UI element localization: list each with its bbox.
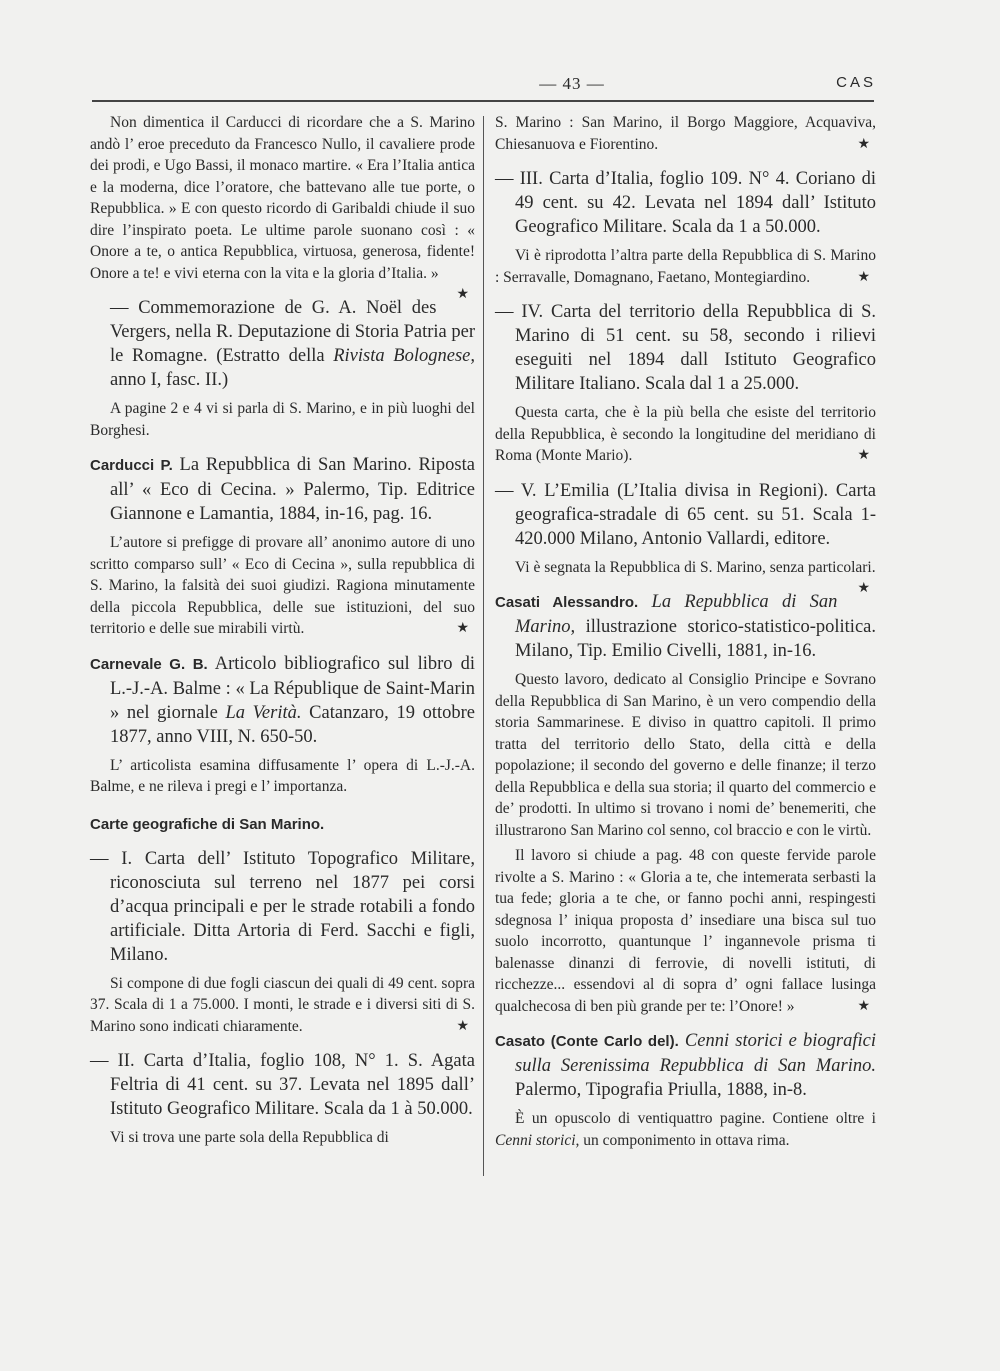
entry-note: Questa carta, che è la più bella che esiste del territorio della Repubblica, è secondo la longitudine del meridiano di Roma (Monte Mario). ★ xyxy=(495,402,876,467)
section-heading: Carte geografiche di San Marino. xyxy=(90,815,325,833)
page-header xyxy=(92,70,874,102)
star-icon: ★ xyxy=(456,287,469,302)
column-divider xyxy=(483,116,484,1176)
entry-author: Carnevale G. B. xyxy=(90,655,208,673)
entry-note: L’autore si prefigge di provare all’ anonimo autore di uno scritto comparso sull’ « Eco di Cecina », sulla repubblica di S. Marino, la falsità dei suoi giudizi. Ragiona minutamente della piccola Repubblica, delle sue istituzioni, del suo territorio e delle sue mirabili virtù. ★ xyxy=(90,532,475,640)
page-number: — 43 — xyxy=(539,74,605,93)
entry-note: A pagine 2 e 4 vi si parla di S. Marino, e in più luoghi del Borghesi. xyxy=(90,400,475,439)
carducci-note: Non dimentica il Carducci di ricordare che a S. Marino andò l’ eroe preceduto da Francesco Nullo, il cavaliere prode dei prodi, e Ugo Bassi, il monaco martire. « Era l’Italia antica e la moderna, dice l’oratore, che battevano alle tue porte, o Repubblica. » E con questo ricordo di Garibaldi chiude il suo dire l’inspirato poeta. Le ultime parole suonano così : « Onore a te, o antica Repubblica, virtuosa, generosa, fidente! Onore a te! e vivi eterna con la vita e la gloria d’Italia. » ★ xyxy=(90,112,475,284)
entry-author: Carducci P. xyxy=(90,457,173,474)
star-icon: ★ xyxy=(857,136,870,152)
running-head: CAS xyxy=(836,74,876,91)
left-column xyxy=(90,112,475,1161)
entry-carta-1: — I. Carta dell’ Istituto Topografico Militare, riconosciuta sul terreno nel 1877 pei corsi d’acqua principali e per le strade rotabili a fondo artificiale. Ditta Artoria di Ferd. Sacchi e figli, Milano. xyxy=(90,848,475,965)
entry-note: L’ articolista esamina diffusamente l’ opera di L.-J.-A. Balme, e ne rileva i pregi e l’ importanza. xyxy=(90,756,475,795)
entry-note: Si compone di due fogli ciascun dei quali di 49 cent. sopra 37. Scala di 1 a 75.000. I monti, le strade e i diversi siti di S. Marino sono indicati chiaramente. ★ xyxy=(90,973,475,1038)
entry-carta-2: — II. Carta d’Italia, foglio 108, N° 1. S. Agata Feltria di 41 cent. su 37. Levata nel 1895 dall’ Istituto Geografico Militare. Scala da 1 à 50.000. xyxy=(90,1051,475,1119)
entry-casati: Casati Alessandro. La Repubblica di San Marino, illustrazione storico-statistico-politica. Milano, Tip. Emilio Civelli, 1881, in-16. xyxy=(495,592,876,661)
star-icon: ★ xyxy=(857,448,870,463)
entry-note: Il lavoro si chiude a pag. 48 con queste fervide parole rivolte a S. Marino : « Gloria a te, che intemerata serbasti la tua fede; gloria a te che, or fanno pochi anni, respingesti sdegnosa l’ iniqua proposta d’ insediare una bisca sul tuo suolo incorrotto, quantunque l’ ingannevole prisma ti balenasse dinanzi di ferrovie, di novelli istituti, di ricchezze... essendovi al di sopra d’ ogni fallace lusinga qualchecosa di ben più grande per te: l’Onore! » ★ xyxy=(495,845,876,1017)
entry-author: Casato (Conte Carlo del). xyxy=(495,1033,679,1050)
entry-note: Vi si trova une parte sola della Repubblica di xyxy=(110,1129,389,1146)
entry-carta-4: — IV. Carta del territorio della Repubblica di S. Marino di 51 cent. su 58, secondo i rilievi eseguiti nel 1894 dall Istituto Geografico Militare Italiano. Scala dal 1 a 25.000. xyxy=(495,302,876,394)
star-icon: ★ xyxy=(857,998,870,1014)
entry-commemorazione: — Commemorazione de G. A. Noël des Vergers, nella R. Deputazione di Storia Patria per le Romagne. (Estratto della Rivista Bolognese, anno I, fasc. II.) xyxy=(110,298,475,390)
entry-note: È un opuscolo di ventiquattro pagine. Contiene oltre i Cenni storici, un componimento in ottava rima. xyxy=(495,1110,876,1149)
entry-carta-5: — V. L’Emilia (L’Italia divisa in Regioni). Carta geografica-stradale di 65 cent. su 51. Scala 1-420.000 Milano, Antonio Vallardi, editore. xyxy=(495,480,876,549)
star-icon: ★ xyxy=(456,1018,469,1034)
entry-note: Vi è segnata la Repubblica di S. Marino, senza particolari. ★ xyxy=(495,557,876,579)
entry-note: Questo lavoro, dedicato al Consiglio Principe e Sovrano della Repubblica di San Marino, è un vero compendio della storia Sammarinese. E diviso in quattro capitoli. Il primo tratta del territorio dello Stato, della città e della popolazione; il secondo del governo e delle finanze; il terzo della Repubblica e della sua storia; il quarto del commercio e de’ prodotti. In ultimo si trovano i nomi de’ benemeriti, che illustrarono San Marino col senno, col braccio e con le virtù. xyxy=(495,671,876,839)
star-icon: ★ xyxy=(857,581,870,596)
entry-note-continued: S. Marino : San Marino, il Borgo Maggiore, Acquaviva, Chiesanuova e Fiorentino. ★ xyxy=(495,112,876,155)
right-column xyxy=(495,112,876,1163)
entry-note: Vi è riprodotta l’altra parte della Repubblica di S. Marino : Serravalle, Domagnano, Faetano, Montegiardino. ★ xyxy=(495,245,876,288)
entry-carta-3: — III. Carta d’Italia, foglio 109. N° 4. Coriano di 49 cent. su 42. Levata nel 1894 dall’ Istituto Geografico Militare. Scala da 1 a 50.000. xyxy=(495,169,876,237)
star-icon: ★ xyxy=(456,621,469,636)
entry-casato: Casato (Conte Carlo del). Cenni storici e biografici sulla Serenissima Repubblica di San Marino. Palermo, Tipografia Priulla, 1888, in-8. xyxy=(495,1031,877,1100)
entry-author: Casati Alessandro. xyxy=(495,594,639,611)
entry-carnevale: Carnevale G. B. Articolo bibliografico sul libro di L.-J.-A. Balme : « La République de Saint-Marin » nel giornale La Verità. Catanzaro, 19 ottobre 1877, anno VIII, N. 650-50. xyxy=(90,653,476,747)
star-icon: ★ xyxy=(857,269,870,285)
entry-carducci: Carducci P. La Repubblica di San Marino. Riposta all’ « Eco di Cecina. » Palermo, Tip. Editrice Giannone e Lamantia, 1884, in-16, pag. 16. xyxy=(90,455,475,524)
